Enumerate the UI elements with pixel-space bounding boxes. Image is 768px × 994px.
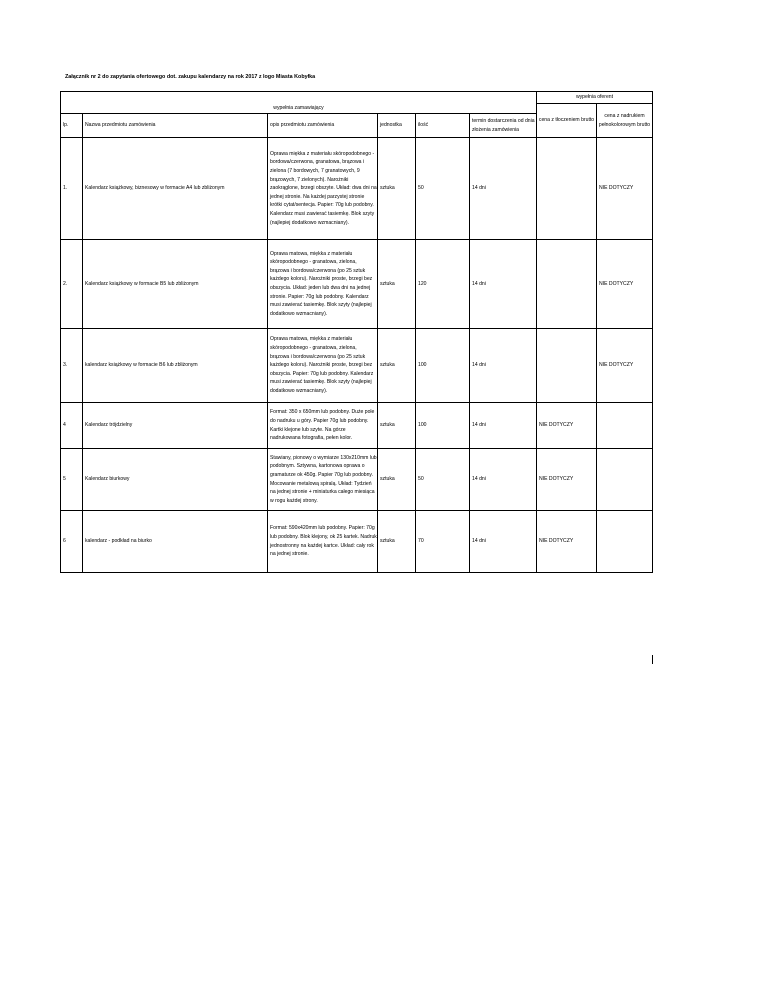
row-deadline: 14 dni — [470, 329, 537, 403]
row-price-color-print — [597, 403, 653, 449]
row-price-color-print: NIE DOTYCZY — [597, 329, 653, 403]
row-quantity: 50 — [416, 138, 470, 240]
row-unit: sztuka — [378, 403, 416, 449]
table-row — [61, 449, 653, 511]
row-description: Oprawa miękka z materiału skóropodobnego - bordowa/czerwona, granatowa, brązowa i zielona (7 bordowych, 7 granatowych, 9 brązowych, 7 zielonych). Narożniki zaokrąglone, brzegi obszyte. Układ: dwa dni na jednej stronie. Na każdej parzystej stronie krótki cytat/sentecja. Papier: 70g lub podobny. Kalendarz musi zawierać tasiemkę. Blok szyty (najlepiej dodatkowo wzmacniany). — [268, 138, 378, 240]
row-name: Kalendarz trójdzielny — [83, 403, 268, 449]
offer-table — [60, 91, 653, 573]
row-description: Format: 350 x 650mm lub podobny. Duże pole do nadruku u góry. Papier 70g lub podobny. Kartki klejone lub szyte. Na górze nadrukowana fotografia, pełen kolor. — [268, 403, 378, 449]
row-unit: sztuka — [378, 329, 416, 403]
row-price-color-print — [597, 511, 653, 573]
row-description: Oprawa matowa, miękka z materiału skóropodobnego - granatowa, zielona, brązowa i bordowa/czerwona (po 25 sztuk każdego koloru). Narożniki proste, brzegi bez obszycia. Papier: 70g lub podobny. Kalendarz musi zawierać tasiemkę. Blok szyty (najlepiej dodatkowo wzmacniany). — [268, 329, 378, 403]
header-description: opis przedmiotu zamówienia — [268, 114, 378, 138]
table-row — [61, 511, 653, 573]
row-deadline: 14 dni — [470, 138, 537, 240]
orderer-header-spacer — [61, 92, 537, 104]
row-description: Stawiany, pionowy o wymiarze 130x210mm lub podobnym. Sztywna, kartonowa oprawa o gramaturze ok 450g. Papier 70g lub podobny. Mocowanie metalową spiralą. Układ: Tydzień na jednej stronie + miniaturka całego miesiąca w rogu każdej strony. — [268, 449, 378, 511]
header-deadline: termin dostarczenia od dnia złożenia zamówienia — [470, 114, 537, 138]
header-name: Nazwa przedmiotu zamówienia — [83, 114, 268, 138]
header-quantity: ilość — [416, 114, 470, 138]
row-price-embossed: NIE DOTYCZY — [537, 403, 597, 449]
row-lp: 5 — [61, 449, 83, 511]
header-unit: jednostka — [378, 114, 416, 138]
row-unit: sztuka — [378, 449, 416, 511]
row-unit: sztuka — [378, 138, 416, 240]
row-deadline: 14 dni — [470, 449, 537, 511]
filled-by-bidder-label: wypełnia oferent — [537, 92, 653, 104]
table-row — [61, 329, 653, 403]
header-lp: lp. — [61, 114, 83, 138]
row-quantity: 50 — [416, 449, 470, 511]
row-name: kalendarz książkowy w formacie B6 lub zbliżonym — [83, 329, 268, 403]
filled-by-orderer-label: wypełnia zamawiający — [61, 104, 537, 114]
row-lp: 6 — [61, 511, 83, 573]
row-name: kalendarz - podkład na biurko — [83, 511, 268, 573]
row-price-color-print: NIE DOTYCZY — [597, 240, 653, 329]
row-lp: 1. — [61, 138, 83, 240]
row-deadline: 14 dni — [470, 240, 537, 329]
row-price-embossed: NIE DOTYCZY — [537, 449, 597, 511]
row-deadline: 14 dni — [470, 511, 537, 573]
row-lp: 2. — [61, 240, 83, 329]
row-quantity: 100 — [416, 403, 470, 449]
row-price-embossed — [537, 329, 597, 403]
row-quantity: 70 — [416, 511, 470, 573]
row-unit: sztuka — [378, 240, 416, 329]
row-unit: sztuka — [378, 511, 416, 573]
table-row — [61, 403, 653, 449]
table-row — [61, 138, 653, 240]
row-price-embossed: NIE DOTYCZY — [537, 511, 597, 573]
row-quantity: 100 — [416, 329, 470, 403]
row-lp: 3. — [61, 329, 83, 403]
row-quantity: 120 — [416, 240, 470, 329]
text-cursor-mark — [652, 655, 653, 664]
row-name: Kalendarz książkowy, biznesowy w formacie A4 lub zbliżonym — [83, 138, 268, 240]
row-price-embossed — [537, 240, 597, 329]
row-price-color-print: NIE DOTYCZY — [597, 138, 653, 240]
row-price-color-print — [597, 449, 653, 511]
row-description: Oprawa matowa, miękka z materiału skóropodobnego - granatowa, zielona, brązowa i bordowa/czerwona (po 25 sztuk każdego koloru). Narożniki proste, brzegi bez obszycia. Układ: jeden lub dwa dni na jednej stronie. Papier: 70g lub podobny. Kalendarz musi zawierać tasiemkę. Blok szyty (najlepiej dodatkowo wzmacniany). — [268, 240, 378, 329]
row-description: Format: 590x420mm lub podobny. Papier: 70g lub podobny. Blok klejony, ok 25 kartek. Nadruk jednostronny na każdej kartce. Układ: cały rok na jednej stronie. — [268, 511, 378, 573]
header-price-embossed: cena z tłoczeniem brutto — [537, 104, 597, 138]
row-lp: 4 — [61, 403, 83, 449]
header-price-color-print: cena z nadrukiem pełnokolorowym brutto — [597, 104, 653, 138]
table-row — [61, 240, 653, 329]
document-title: Załącznik nr 2 do zapytania ofertowego dot. zakupu kalendarzy na rok 2017 z logo Miasta Kobyłka — [65, 74, 316, 80]
row-deadline: 14 dni — [470, 403, 537, 449]
row-price-embossed — [537, 138, 597, 240]
row-name: Kalendarz książkowy w formacie B5 lub zbliżonym — [83, 240, 268, 329]
row-name: Kalendarz biurkowy — [83, 449, 268, 511]
